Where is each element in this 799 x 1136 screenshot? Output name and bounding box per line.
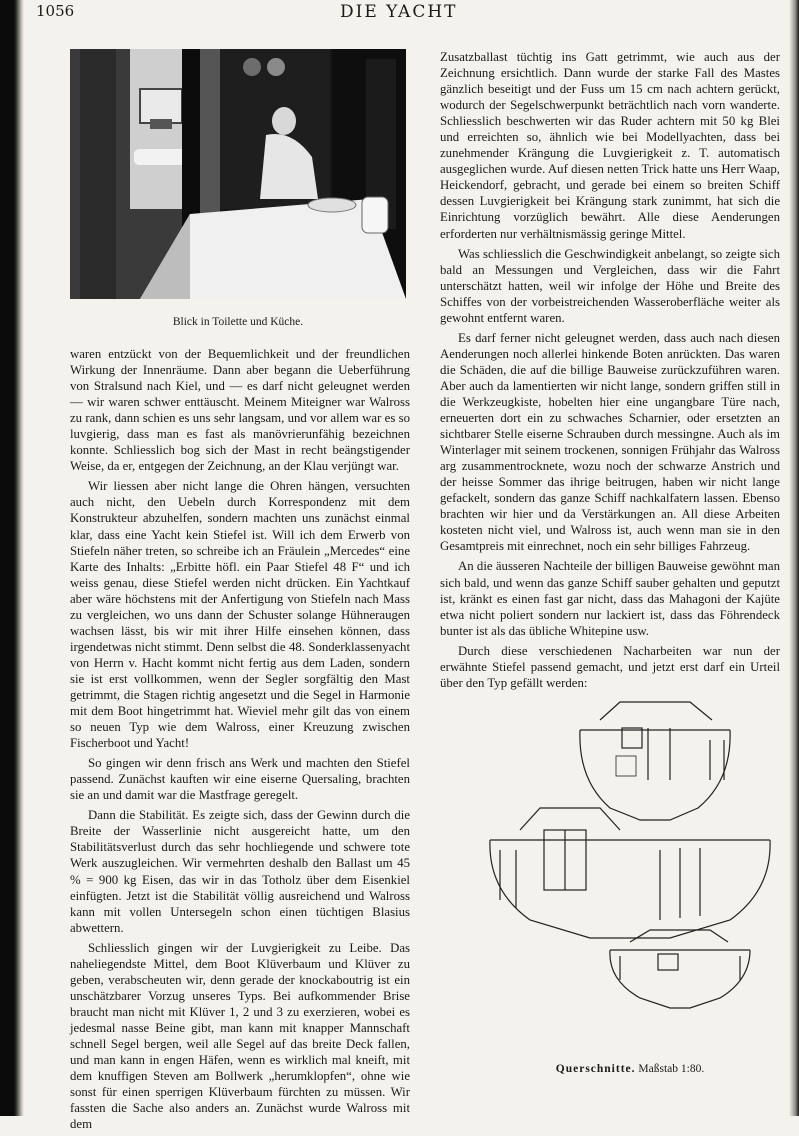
hull-sections-figure xyxy=(480,680,780,1010)
drawing-caption-scale: Maßstab 1:80. xyxy=(638,1063,705,1075)
hull-section-middle xyxy=(490,808,770,938)
scan-right-edge xyxy=(789,0,799,1116)
right-paragraph-3: Es darf ferner nicht geleugnet werden, dass auch nach diesen Aenderungen noch allerlei hinkende Boten anrückten. Das waren die Schäden, die auf die billige Bauweise zurückzuführen waren. Aber auch da lamentierten wir nicht lange, sondern griffen still in die Werkzeugkiste, hobelten hier eine ungangbare Türe nach, erneuerten dort ein zu schwaches Scharnier, oder ersetzten an sichtbarer Stelle eiserne Schrauben durch messingne. Auch als im Winterlager mit seinem trockenen, sonnigen Frühjahr das Walross arg zusammentrocknete, wozu noch der schwarze Anstrich und der heisse Sommer das ihrige beitrugen, haben wir nicht lange gefackelt, sondern das ganze Schiff nachkalfatern lassen. Ebenso brachten wir hier und da Verstärkungen an. All diese Arbeiten kosteten nicht viel, und Walross ist, auch wenn man sie in den Gesamtpreis mit einrechnet, noch ein sehr billiges Fahrzeug. xyxy=(440,330,780,554)
hull-section-upper xyxy=(580,702,730,820)
hull-section-lower xyxy=(610,930,750,1008)
drawing-caption-title: Querschnitte. xyxy=(555,1063,636,1075)
left-paragraph-2: Wir liessen aber nicht lange die Ohren hängen, versuchten auch nicht, den Uebeln durch Korrespondenz mit dem Konstrukteur abzuhelfen, sondern machten uns zunächst einmal klar, dass eine Yacht kein Stiefel ist. Will ich dem Erwerb von Stiefeln näher treten, so schreibe ich an Fräulein „Mercedes“ eine Karte des Inhalts: „Erbitte höfl. ein Paar Stiefel 48 F“ und ich weiss genau, diese Stiefel werden nicht drücken. Ein Yachtkauf aber wäre höchstens mit der Anfertigung von Stiefeln nach Mass zu vergleichen, wo uns dann der Schuster solange Hühneraugen wachsen lässt, bis wir mit ihrer Hilfe einsehen können, dass irgendetwas nicht stimmt. Denn selbst die 48. Sonderklassenyacht von Herrn v. Hacht kommt nicht fertig aus dem Laden, sondern sie ist erst vollkommen, wenn der Segler sorgfältig den Mast getrimmt, die Stagen richtig angesetzt und die Segel in Harmonie mit dem Boot hingetrimmt hat. Wieviel mehr gilt das von einem so neuen Typ wie dem Walross, einer Kreuzung zwischen Fischerboot und Yacht! xyxy=(70,479,410,751)
right-paragraph-5: Durch diese verschiedenen Nacharbeiten war nun der erwähnte Stiefel passend gemacht, und jetzt erst darf ein Urteil über den Typ gefällt werden: xyxy=(440,643,780,690)
left-paragraph-4: Dann die Stabilität. Es zeigte sich, dass der Gewinn durch die Breite der Wasserlinie nicht ausgereicht hatte, um den Stabilitätsverlust durch das sehr hochliegende und schwere tote Werk auszugleichen. Wir vermehrten deshalb den Ballast um 45 % = 900 kg Eisen, das wir in das Totholz über dem Eisenkiel einfügten. Jetzt ist die Stabilität völlig ausreichend und Walross kann mit vollen Untersegeln schon einen tüchtigen Blasius abwettern. xyxy=(70,808,410,935)
left-paragraph-3: So gingen wir denn frisch ans Werk und machten den Stiefel passend. Zunächst kauften wir eine eiserne Quersaling, brachten sie an und damit war die Mastfrage geregelt. xyxy=(70,756,410,803)
toilet-kitchen-photo xyxy=(70,49,406,299)
right-column xyxy=(440,49,780,695)
scan-binding-edge xyxy=(0,0,24,1116)
right-paragraph-4: An die äusseren Nachteile der billigen Bauweise gewöhnt man sich bald, und wenn das ganze Schiff sauber gehalten und geputzt ist, kränkt es einen fast gar nicht, dass das Mahagoni der Kajüte etwa nicht poliert sondern nur lackiert ist, dass das Föhrendeck bunter ist als das übliche Whitepine usw. xyxy=(440,559,780,638)
right-paragraph-1: Zusatzballast tüchtig ins Gatt getrimmt, wie auch aus der Zeichnung ersichtlich. Dann wurde der starke Fall des Mastes gänzlich beseitigt und der Fuss um 15 cm nach achtern gerückt, wodurch der Segelschwerpunkt beträchtlich nach vorn wanderte. Schliesslich beschwerten wir das Ruder achtern mit 50 kg Blei und erreichten so, ähnlich wie bei Modellyachten, dass bei zunehmender Krängung die Luvgierigkeit z. T. automatisch ausgeglichen wurde. Auf diesen netten Trick hatte uns Herr Waap, Heickendorf, gebracht, und gerade bei einem so breiten Schiff dessen Luvgierigkeit bei Krängung stark zunimmt, hat sich die Einrichtung vorzüglich bewährt. Alle diese Aenderungen erforderten nur verhältnismässig geringe Mittel. xyxy=(440,50,780,241)
interior-photo xyxy=(70,49,406,299)
left-column xyxy=(70,346,410,1136)
left-paragraph-1: waren entzückt von der Bequemlichkeit und der freundlichen Wirkung der Innenräume. Dann aber begann die Ueberführung von Stralsund nach Kiel, und — es darf nicht geleugnet werden — wir waren schwer enttäuscht. Meinem Miteigner war Walross zu rank, dann schien es uns sehr langsam, und vor allem war es so luvgierig, dass man es fast als manövrierunfähig bezeichnen konnte. Schliesslich bog sich der Mast in recht beängstigender Weise, da er, entgegen der Zeichnung, an der Klau verjüngt war. xyxy=(70,347,410,474)
drawing-caption xyxy=(480,1063,780,1075)
left-paragraph-5: Schliesslich gingen wir der Luvgierigkeit zu Leibe. Das naheliegendste Mittel, dem Boot Klüverbaum und Klüver zu geben, verabscheuten wir, denn gerade der knockaboutrig ist ein unschätzbarer Vorzug unseres Typs. Bei aufkommender Brise braucht man nicht mit Klüver 1, 2 und 3 zu exerzieren, wobei es jedesmal nasse Beine gibt, man kann mit knapper Mannschaft schnell Segel bergen, weil alle Segel auf das breite Deck fallen, und man kann in engen Häfen, wenn es wirklich mal kneift, mit dem knuffigen Steven am Bollwerk „herumklopfen“, ohne wie sonst für einen sperrigen Klüverbaum fürchten zu müssen. Wir fassten die Sache also anders an. Zunächst wurde Walross mit dem xyxy=(70,940,410,1132)
photo-caption: Blick in Toilette und Küche. xyxy=(172,316,304,328)
cross-section-drawings xyxy=(480,680,780,1010)
running-title: DIE YACHT xyxy=(340,2,458,22)
right-paragraph-2: Was schliesslich die Geschwindigkeit anbelangt, so zeigte sich bald an Messungen und Vergleichen, dass wir die Fahrt unterschätzt hatten, weil wir infolge der Höhe und Breite des Schiffes von der vorbeistreichenden Wasseroberfläche weiter als gewohnt entfernt waren. xyxy=(440,246,780,325)
page-number: 1056 xyxy=(36,2,75,20)
